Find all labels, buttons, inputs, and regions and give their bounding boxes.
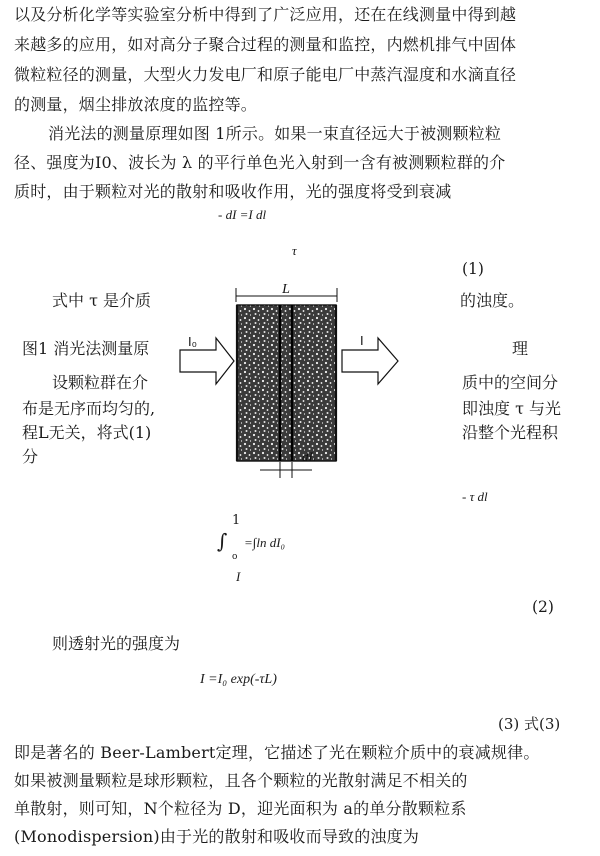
para-line: 即是著名的 Beer-Lambert定理，它描述了光在颗粒介质中的衰减规律。 [14,743,540,762]
para-line: 的测量，烟尘排放浓度的监控等。 [14,95,258,114]
transmitted-heading: 则透射光的强度为 [52,634,181,653]
length-dimension [236,282,337,302]
equation-2-lower-o: o [232,552,238,562]
para-line: 单散射，则可知，N个粒径为 D，迎光面积为 a的单分散颗粒系 [14,799,467,818]
side-text: 程L无关，将式(1) [22,423,152,442]
side-text: 即浊度 τ 与光 [462,399,562,418]
para-line: (Monodispersion)由于光的散射和吸收而导致的浊度为 [14,827,420,846]
para-line: 来越多的应用，如对高分子聚合过程的测量和监控，内燃机排气中固体 [14,35,517,54]
particle-medium [237,305,336,461]
para-line: 如果被测量颗粒是球形颗粒，且各个颗粒的光散射满足不相关的 [14,771,468,790]
transmitted-arrow [342,333,398,384]
equation-1-number: (1) [462,260,484,278]
label-L: L [282,282,290,297]
equation-1-tau: τ [292,243,297,258]
side-text: 分 [22,447,39,466]
equation-3-number: (3) 式(3) [498,715,561,733]
figure-caption-end: 理 [512,339,529,358]
equation-3: I =I₀ exp(-τL) [200,672,277,687]
equation-2-number: (2) [532,598,554,616]
para-line: 消光法的测量原理如图 1所示。如果一束直径远大于被测颗粒粒 [48,124,502,143]
figure-extinction-diagram [180,280,420,485]
equation-1: - dI =I dl [218,207,267,222]
side-text: 质中的空间分 [462,373,559,392]
label-I0: I₀ [188,334,198,349]
para-line: 微粒粒径的测量，大型火力发电厂和原子能电厂中蒸汽湿度和水滴直径 [14,65,517,84]
equation-2-tau-dl: - τ dl [462,489,488,504]
side-text: 布是无序而均匀的, [22,399,156,418]
para-line: 以及分析化学等实验室分析中得到了广泛应用，还在在线测量中得到越 [14,5,517,24]
figure-caption: 图1 消光法测量原 [22,339,150,358]
label-dL: dL [302,449,316,464]
side-text: 沿整个光程积 [462,423,559,442]
equation-2-rhs: =∫ln dI₀ [244,535,286,550]
side-text: 的浊度。 [460,291,525,310]
equation-2-lower-I: I [236,569,241,584]
side-text: 设颗粒群在介 [52,373,149,392]
incident-arrow [180,334,234,384]
equation-2-upper: 1 [232,513,241,528]
para-line: 质时，由于颗粒对光的散射和吸收作用，光的强度将受到衰减 [14,182,452,201]
side-text: 式中 τ 是介质 [52,291,152,310]
equation-2-integral: ∫ [217,529,228,553]
label-I: I [360,333,364,348]
para-line: 径、强度为I0、波长为 λ 的平行单色光入射到一含有被测颗粒群的介 [14,153,506,172]
